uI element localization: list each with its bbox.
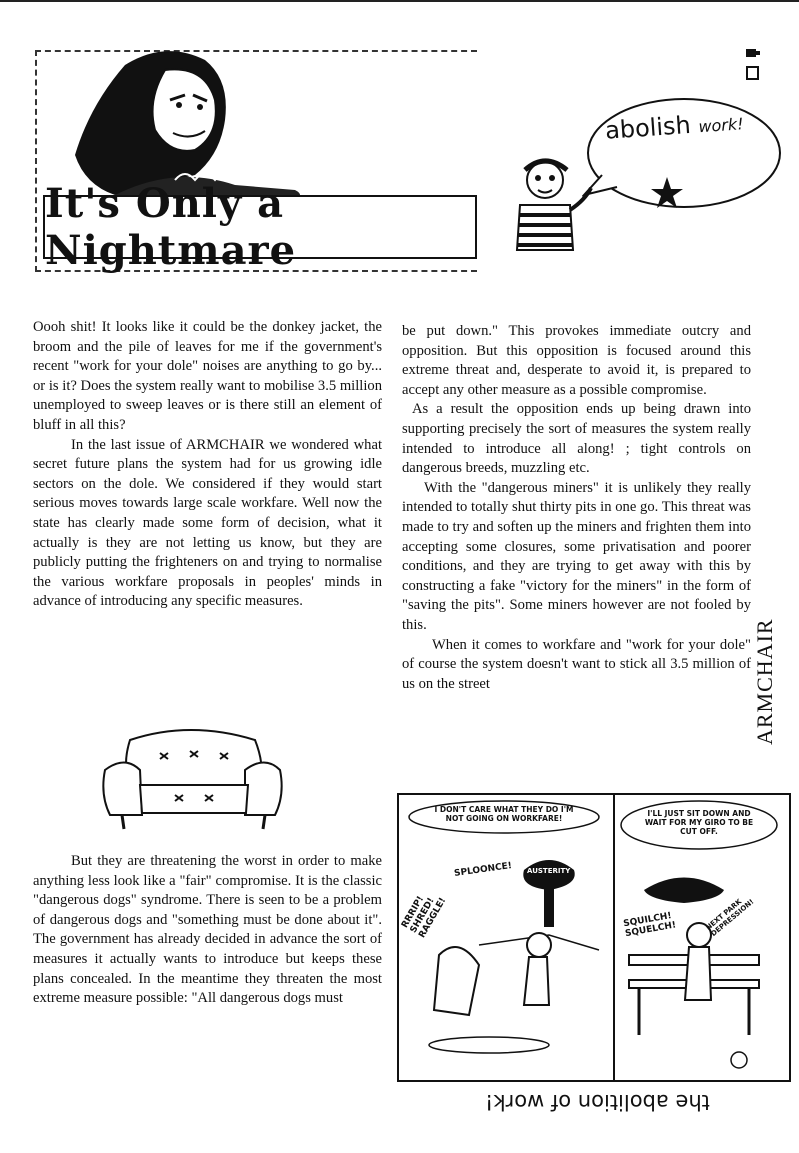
fx-squelch: SQUILCH! SQUELCH! <box>622 911 677 940</box>
fx-depression: NEXT PARK DEPRESSION! <box>704 897 756 939</box>
bubble-small: work! <box>697 114 745 137</box>
cartoon-caption: the abolition of work! <box>485 1090 710 1114</box>
fx-sploonce: SPLOONCE! <box>453 860 513 880</box>
paragraph: Oooh shit! It looks like it could be the donkey jacket, the broom and the pile of leaves for me if the government's recent "work for your dole" noises are anything to go by... or is it? Does the system really want to mobilise 3.5 million unemployed to sweep leaves or is there still an element of bluff in all this? <box>33 319 382 433</box>
cartoon-drawing <box>399 795 789 1080</box>
bubble-main: abolish <box>604 110 692 145</box>
speech-right: I'LL JUST SIT DOWN AND WAIT FOR MY GIRO TO BE CUT OFF. <box>644 809 754 836</box>
column-right <box>402 322 751 694</box>
column-left-bottom <box>33 852 382 1009</box>
header-illustration <box>35 45 475 274</box>
paragraph: But they are threatening the worst in order to make anything less look like a "fair" compromise. It is the classic "dangerous dogs" syndrome. There is seen to be a problem of dangerous dogs and "something must be done about it". The government has already decided in advance the sort of measures it actually wants to introduce but keeps these plans concealed. In the meantime they threaten the most extreme measure possible: "All dangerous dogs must <box>33 853 382 1007</box>
corner-icons <box>744 45 764 85</box>
speech-left: I DON'T CARE WHAT THEY DO I'M NOT GOING ON WORKFARE! <box>434 805 574 823</box>
cartoon-panel <box>397 793 791 1082</box>
paragraph: As a result the opposition ends up being drawn into supporting precisely the sort of measures the system really intended to introduce all along! ; tight controls on dangerous breeds, muzzling etc. <box>402 401 751 477</box>
page-title: It's Only a Nightmare <box>45 180 297 274</box>
paragraph: With the "dangerous miners" it is unlikely they really intended to totally shut thirty pits in one go. This threat was made to try and soften up the miners and frighten them into accepting some closures, some privatisation and poorer conditions, and they are trying to get away with this by constructing a fake "victory for the miners" in the form of "saving the pits". Some miners however are not fooled by this. <box>402 479 751 633</box>
armchair-drawing <box>100 725 285 830</box>
paragraph: In the last issue of ARMCHAIR we wondered what secret future plans the system had for us growing idle sectors on the dole. We considered if they would start serious moves towards large scale workfare. Well now the state has clearly made some form of decision, what it actually is they are not letting us know, but they are publicly putting the frighteners on and trying to normalise the various workfare proposals in peoples' minds in advance of introducing any specific measures. <box>33 436 382 610</box>
title-banner <box>43 180 477 274</box>
paragraph: be put down." This provokes immediate outcry and opposition. But this opposition is focused around this extreme threat and, desperate to avoid it, is prepared to accept any other measure as a possible compromise. <box>402 323 751 398</box>
page-top-rule <box>0 0 799 2</box>
paragraph: When it comes to workfare and "work for your dole" of course the system doesn't want to stick all 3.5 million of us on the street <box>402 636 751 692</box>
side-label: ARMCHAIR <box>752 618 777 745</box>
fx-austerity: AUSTERITY <box>527 867 571 875</box>
kid-cartoon <box>505 150 595 255</box>
fx-rrrip: RRRIP! SHRED! RAGGLE! <box>400 894 449 940</box>
column-left <box>33 318 382 612</box>
